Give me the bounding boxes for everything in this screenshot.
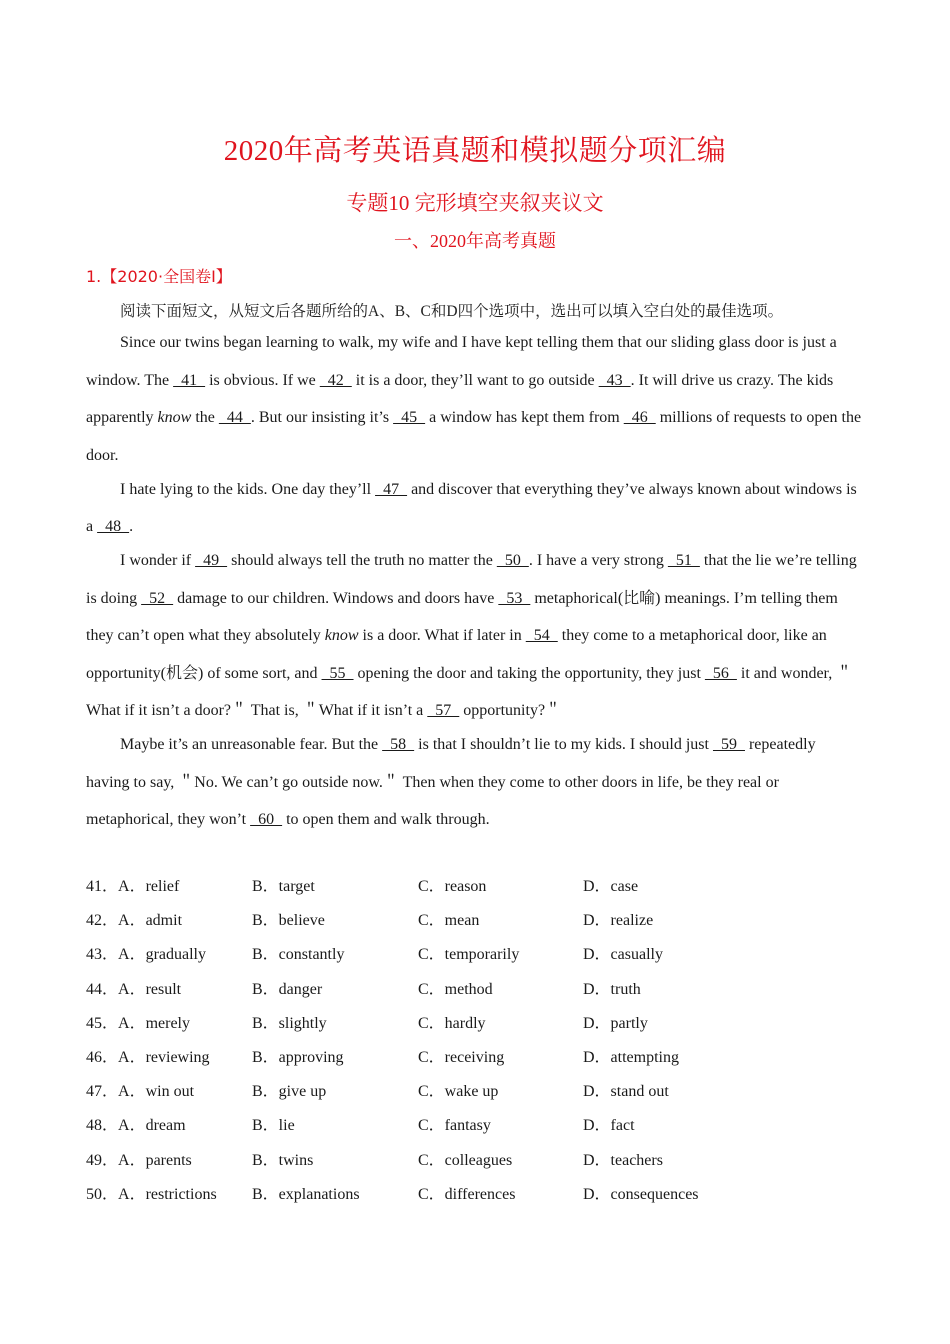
cloze-blank: 55 (321, 664, 354, 682)
instruction-text: 阅读下面短文，从短文后各题所给的A、B、C和D四个选项中，选出可以填入空白处的最佳选项。 (120, 303, 784, 320)
option-row (86, 1044, 886, 1078)
option-row (86, 1010, 886, 1044)
cloze-blank: 46 (623, 409, 656, 426)
cloze-blank: 44 (218, 409, 251, 426)
cloze-blank: 58 (382, 736, 415, 753)
option-a (86, 873, 179, 896)
passage-text: I hate lying to the kids. One day they’ll (120, 480, 376, 498)
passage-text: Maybe it’s an unreasonable fear. But the (120, 736, 383, 753)
option-d: D．consequences (583, 1185, 699, 1203)
option-a-text: A．relief (118, 878, 180, 895)
answer-options (86, 873, 886, 1215)
option-d: D．teachers (583, 1151, 663, 1169)
option-a (86, 976, 181, 999)
question-number: 50． (86, 1185, 119, 1203)
option-a-text: A．merely (118, 1014, 190, 1032)
option-b: B．approving (252, 1048, 344, 1066)
cloze-blank: 59 (712, 736, 745, 753)
cloze-blank: 48 (97, 518, 130, 535)
passage-text: is that I shouldn’t lie to my kids. I should just (414, 736, 713, 753)
question-number: 47． (86, 1083, 119, 1101)
option-row (86, 1147, 886, 1181)
question-number: 48． (86, 1117, 119, 1135)
cloze-blank: 53 (498, 589, 531, 607)
cloze-blank: 49 (195, 552, 228, 569)
option-row (86, 1078, 886, 1112)
passage-text: to open them and walk through. (282, 811, 490, 828)
passage-text: opportunity?＂ (459, 702, 562, 719)
option-c: C．temporarily (418, 946, 520, 964)
passage-text: that the lie we’re telling is doing (86, 552, 857, 607)
option-a-text: A．gradually (118, 946, 206, 964)
option-d: D．truth (583, 980, 641, 998)
passage-text: repeatedly having to say, ＂No. We can’t go outside now.＂ Then when they come to other doors in life, be they real or metaphorical, they won’t (86, 736, 816, 828)
question-header: 1.【2020·全国卷Ⅰ】 (86, 267, 232, 286)
option-b: B．twins (252, 1151, 314, 1169)
option-c: C．colleagues (418, 1151, 513, 1169)
question-number: 44． (86, 980, 119, 998)
question-number: 49． (86, 1151, 119, 1169)
option-b: B．constantly (252, 946, 345, 964)
option-a-text: A．restrictions (118, 1185, 217, 1203)
question-number: 46． (86, 1048, 119, 1066)
option-c: C．fantasy (418, 1117, 491, 1135)
cloze-blank: 51 (667, 552, 700, 569)
option-c: C．mean (418, 912, 480, 930)
option-a (86, 1112, 186, 1135)
passage-text: they come to a metaphorical door, like an opportunity(机会) of some sort, and (86, 627, 827, 682)
option-a-text: A．admit (118, 912, 183, 930)
cloze-blank: 50 (496, 552, 529, 569)
option-a-text: A．reviewing (118, 1048, 210, 1066)
passage-italic-text: know (324, 627, 359, 644)
option-d: D．stand out (583, 1083, 669, 1101)
passage-text: damage to our children. Windows and doors have (173, 589, 499, 607)
cloze-blank: 47 (375, 480, 408, 498)
passage-text: millions of requests to open the door. (86, 409, 862, 464)
passage-text: should always tell the truth no matter the (227, 552, 497, 569)
option-a-text: A．dream (118, 1117, 186, 1135)
question-number: 41． (86, 878, 119, 895)
option-c: C．reason (418, 878, 487, 895)
option-a (86, 1010, 190, 1033)
passage-text: the (191, 409, 219, 426)
option-c: C．method (418, 980, 493, 998)
question-number: 45． (86, 1014, 119, 1032)
option-b: B．slightly (252, 1014, 327, 1032)
section-heading: 一、2020年高考真题 (394, 231, 556, 251)
option-a-text: A．win out (118, 1083, 195, 1101)
cloze-blank: 42 (319, 371, 352, 389)
option-d: D．realize (583, 912, 654, 930)
option-d: D．case (583, 878, 639, 895)
option-row (86, 873, 886, 907)
option-b: B．believe (252, 912, 325, 930)
option-d: D．fact (583, 1117, 635, 1135)
option-b: B．lie (252, 1117, 295, 1135)
passage-text: Since our twins began learning to walk, my wife and I have kept telling them that our sliding glass door is just a window. The (86, 334, 837, 389)
document-subtitle: 专题10 完形填空夹叙夹议文 (346, 191, 604, 215)
passage-text: . It will drive us crazy. The kids apparently (86, 371, 834, 426)
passage-text: . But our insisting it’s (250, 409, 394, 426)
option-a (86, 1147, 192, 1170)
passage-text: a window has kept them from (425, 409, 624, 426)
option-a (86, 1181, 217, 1204)
passage-text: is obvious. If we (205, 371, 320, 389)
option-c: C．hardly (418, 1014, 486, 1032)
cloze-blank: 60 (250, 811, 283, 828)
passage-text: I wonder if (120, 552, 196, 569)
option-b: B．danger (252, 980, 323, 998)
passage-text: metaphorical(比喻) meanings. I’m telling them they can’t open what they absolutely (86, 589, 838, 644)
passage-text: is a door. What if later in (358, 627, 526, 644)
passage-text: it is a door, they’ll want to go outside (351, 371, 599, 389)
option-a (86, 907, 182, 930)
passage-paragraph (86, 726, 862, 839)
question-number: 42． (86, 912, 119, 930)
passage-text: . I have a very strong (528, 552, 668, 569)
option-b: B．explanations (252, 1185, 360, 1203)
option-a-text: A．result (118, 980, 182, 998)
passage-text: and discover that everything they’ve always known about windows is a (86, 480, 857, 535)
cloze-blank: 41 (173, 371, 206, 389)
passage-text: opening the door and taking the opportunity, they just (353, 664, 705, 682)
option-row (86, 941, 886, 975)
cloze-blank: 54 (525, 627, 558, 644)
option-row (86, 907, 886, 941)
passage-paragraph (86, 471, 862, 546)
passage-paragraph (86, 542, 862, 730)
option-a (86, 1044, 210, 1067)
passage-italic-text: know (157, 409, 192, 426)
option-b: B．target (252, 878, 315, 895)
passage-text: . (129, 518, 134, 535)
passage-paragraph (86, 324, 862, 474)
option-a-text: A．parents (118, 1151, 192, 1169)
option-d: D．casually (583, 946, 663, 964)
option-c: C．receiving (418, 1048, 505, 1066)
option-d: D．partly (583, 1014, 648, 1032)
option-c: C．wake up (418, 1083, 499, 1101)
cloze-blank: 52 (141, 589, 174, 607)
option-d: D．attempting (583, 1048, 679, 1066)
option-a (86, 1078, 194, 1101)
option-row (86, 1181, 886, 1215)
option-a (86, 941, 206, 964)
option-row (86, 976, 886, 1010)
question-number: 43． (86, 946, 119, 964)
cloze-passage (86, 324, 862, 835)
cloze-blank: 43 (598, 371, 631, 389)
document-title: 2020年高考英语真题和模拟题分项汇编 (223, 135, 727, 167)
option-row (86, 1112, 886, 1146)
passage-text: it and wonder, ＂What if it isn’t a door?＂ That is, ＂What if it isn’t a (86, 664, 853, 719)
cloze-blank: 45 (393, 409, 426, 426)
cloze-blank: 56 (704, 664, 737, 682)
cloze-blank: 57 (427, 702, 460, 719)
option-b: B．give up (252, 1083, 327, 1101)
option-c: C．differences (418, 1185, 516, 1203)
